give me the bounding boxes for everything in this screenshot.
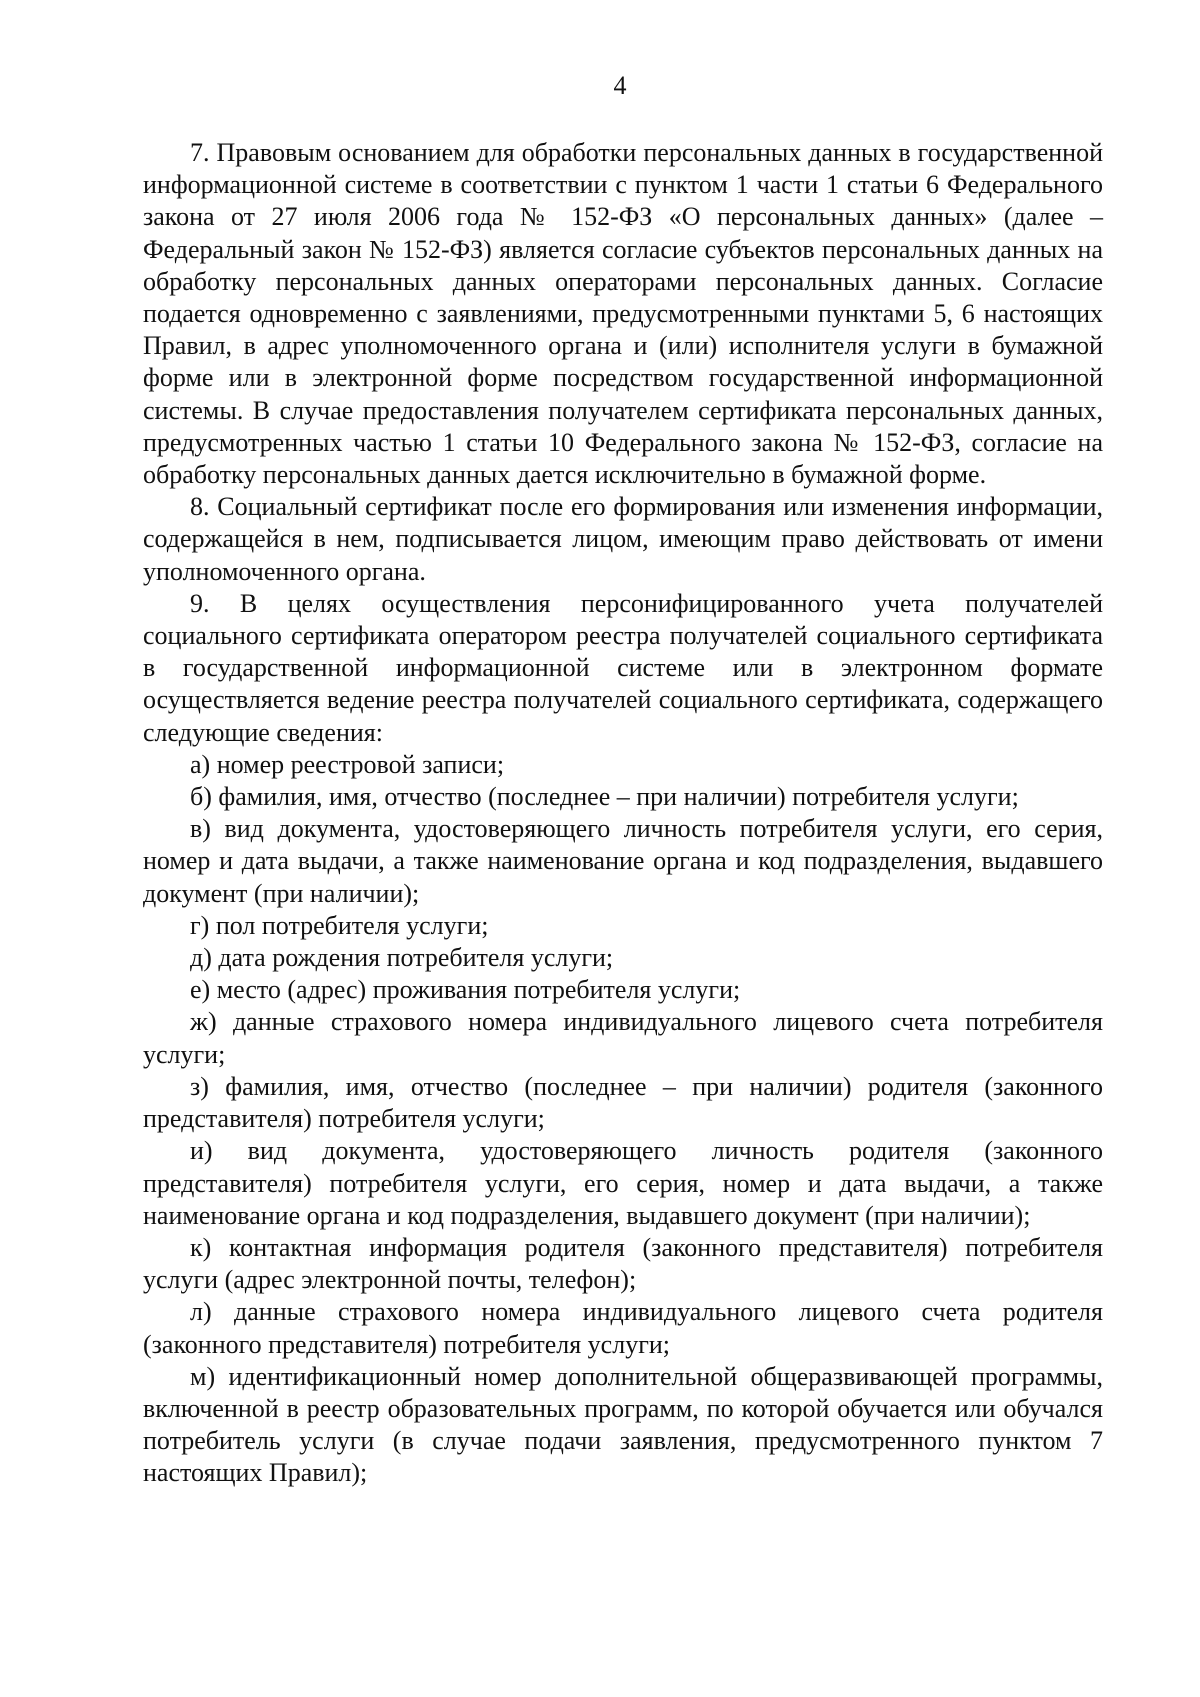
list-item-b: б) фамилия, имя, отчество (последнее – при наличии) потребителя услуги;	[190, 782, 1019, 812]
list-item-k: к) контактная информация родителя (законного представителя) потребителя услуги (адрес электронной почты, телефон);	[143, 1232, 1103, 1295]
page-number: 4	[613, 71, 627, 100]
list-item-zh: ж) данные страхового номера индивидуального лицевого счета потребителя услуги;	[143, 1007, 1103, 1069]
list-item-a: а) номер реестровой записи;	[190, 749, 505, 779]
list-item-e: е) место (адрес) проживания потребителя услуги;	[190, 975, 741, 1005]
list-item-m: м) идентификационный номер дополнительной общеразвивающей программы, включенной в реестр образовательных программ, по которой обучается или обучался потребитель услуги (в случае подачи заявления, предусмотренного пунктом 7 настоящих Правил);	[143, 1361, 1103, 1488]
paragraph-7: 7. Правовым основанием для обработки персональных данных в государственной информационной системе в соответствии с пунктом 1 части 1 статьи 6 Федерального закона от 27 июля 2006 года № 152-ФЗ «О персональных данных» (далее – Федеральный закон № 152-ФЗ) является согласие субъектов персональных данных на обработку персональных данных операторами персональных данных. Согласие подается одновременно с заявлениями, предусмотренными пунктами 5, 6 настоящих Правил, в адрес уполномоченного органа и (или) исполнителя услуги в бумажной форме или в электронной форме посредством государственной информационной системы. В случае предоставления получателем сертификата персональных данных, предусмотренных частью 1 статьи 10 Федерального закона № 152-ФЗ, согласие на обработку персональных данных дается исключительно в бумажной форме.	[143, 138, 1103, 490]
paragraph-9: 9. В целях осуществления персонифицированного учета получателей социального сертификата оператором реестра получателей социального сертификата в государственной информационной системе или в электронном формате осуществляется ведение реестра получателей социального сертификата, содержащего следующие сведения:	[143, 588, 1103, 747]
list-item-v: в) вид документа, удостоверяющего личность потребителя услуги, его серия, номер и дата выдачи, а также наименование органа и код подразделения, выдавшего документ (при наличии);	[143, 814, 1103, 908]
document-body	[143, 137, 1103, 1490]
list-item-z: з) фамилия, имя, отчество (последнее – при наличии) родителя (законного представителя) потребителя услуги;	[143, 1071, 1103, 1134]
paragraph-8: 8. Социальный сертификат после его формирования или изменения информации, содержащейся в нем, подписывается лицом, имеющим право действовать от имени уполномоченного органа.	[143, 492, 1103, 586]
list-item-i: и) вид документа, удостоверяющего личность родителя (законного представителя) потребителя услуги, его серия, номер и дата выдачи, а также наименование органа и код подразделения, выдавшего документ (при наличии);	[143, 1136, 1103, 1230]
list-item-d: д) дата рождения потребителя услуги;	[190, 943, 614, 973]
list-item-g: г) пол потребителя услуги;	[190, 910, 489, 940]
list-item-l: л) данные страхового номера индивидуального лицевого счета родителя (законного представителя) потребителя услуги;	[143, 1297, 1103, 1359]
